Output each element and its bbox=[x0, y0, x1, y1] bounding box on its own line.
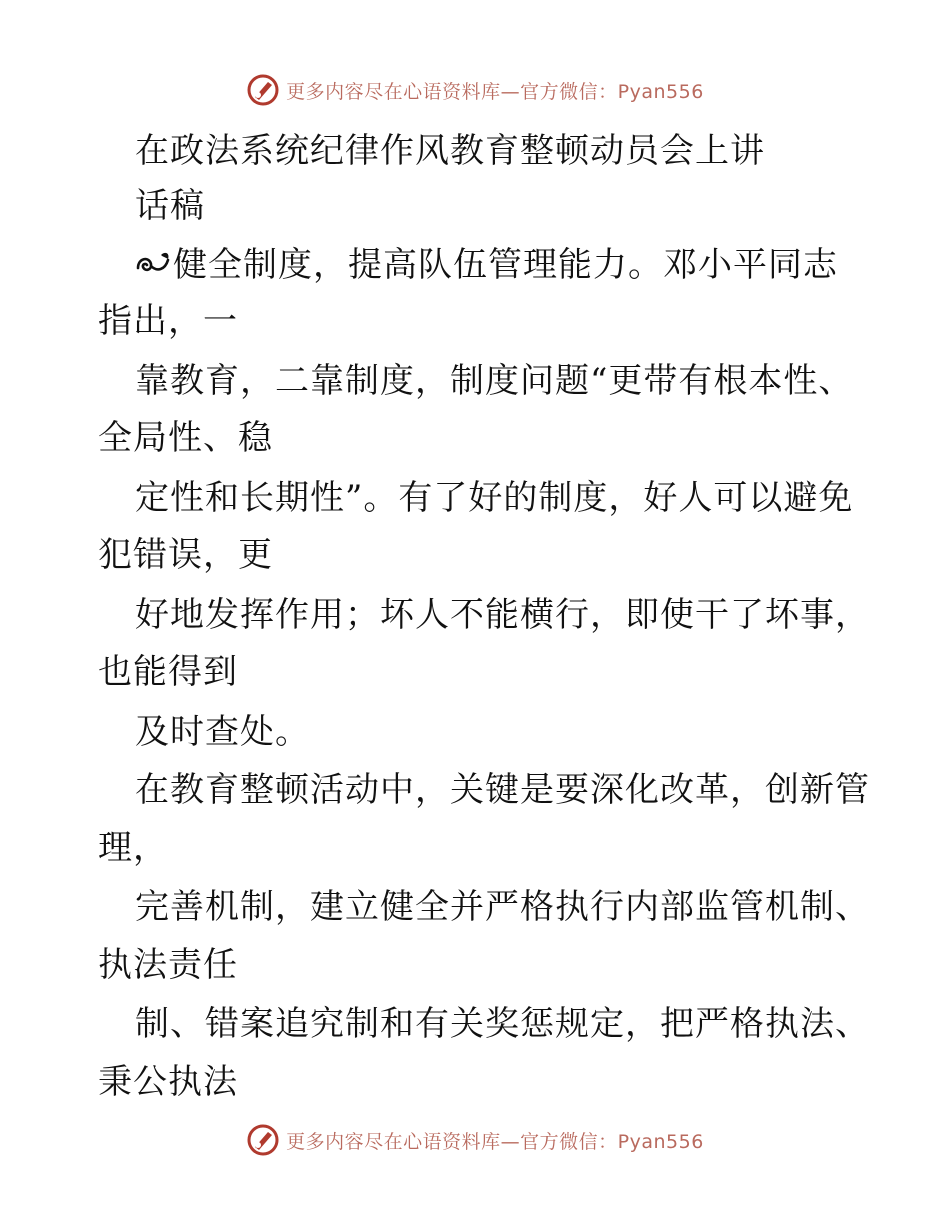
body-line: 理， bbox=[98, 828, 168, 868]
header-watermark-text: 更多内容尽在心语资料库—官方微信：Pyan556 bbox=[286, 80, 704, 103]
body-line: 全局性、稳 bbox=[98, 418, 273, 458]
fleuron-ornament-icon bbox=[135, 246, 173, 280]
pen-seal-logo-icon bbox=[246, 1123, 280, 1157]
body-line: 在教育整顿活动中，关键是要深化改革，创新管 bbox=[135, 770, 870, 810]
body-line: 定性和长期性”。有了好的制度，好人可以避免 bbox=[135, 478, 854, 518]
header-watermark bbox=[0, 70, 950, 110]
pen-seal-logo-icon bbox=[246, 73, 280, 107]
body-line: 制、错案追究制和有关奖惩规定，把严格执法、 bbox=[135, 1004, 870, 1044]
body-line: 犯错误，更 bbox=[98, 535, 273, 575]
body-line: 指出，一 bbox=[98, 301, 238, 341]
body-line: 好地发挥作用；坏人不能横行，即使干了坏事， bbox=[135, 595, 870, 635]
body-line: 秉公执法 bbox=[98, 1062, 238, 1102]
body-line-text: 健全制度，提高队伍管理能力。邓小平同志 bbox=[173, 245, 838, 285]
footer-watermark-text: 更多内容尽在心语资料库—官方微信：Pyan556 bbox=[286, 1130, 704, 1153]
document-title-line-1: 在政法系统纪律作风教育整顿动员会上讲 bbox=[135, 131, 765, 171]
body-line: 及时查处。 bbox=[135, 712, 310, 752]
body-line: 也能得到 bbox=[98, 652, 238, 692]
footer-watermark bbox=[0, 1120, 950, 1160]
document-title-line-2: 话稿 bbox=[135, 186, 205, 226]
body-line: 完善机制，建立健全并严格执行内部监管机制、 bbox=[135, 887, 870, 927]
body-line bbox=[135, 245, 838, 285]
body-line: 靠教育，二靠制度，制度问题“更带有根本性、 bbox=[135, 361, 854, 401]
body-line: 执法责任 bbox=[98, 945, 238, 985]
